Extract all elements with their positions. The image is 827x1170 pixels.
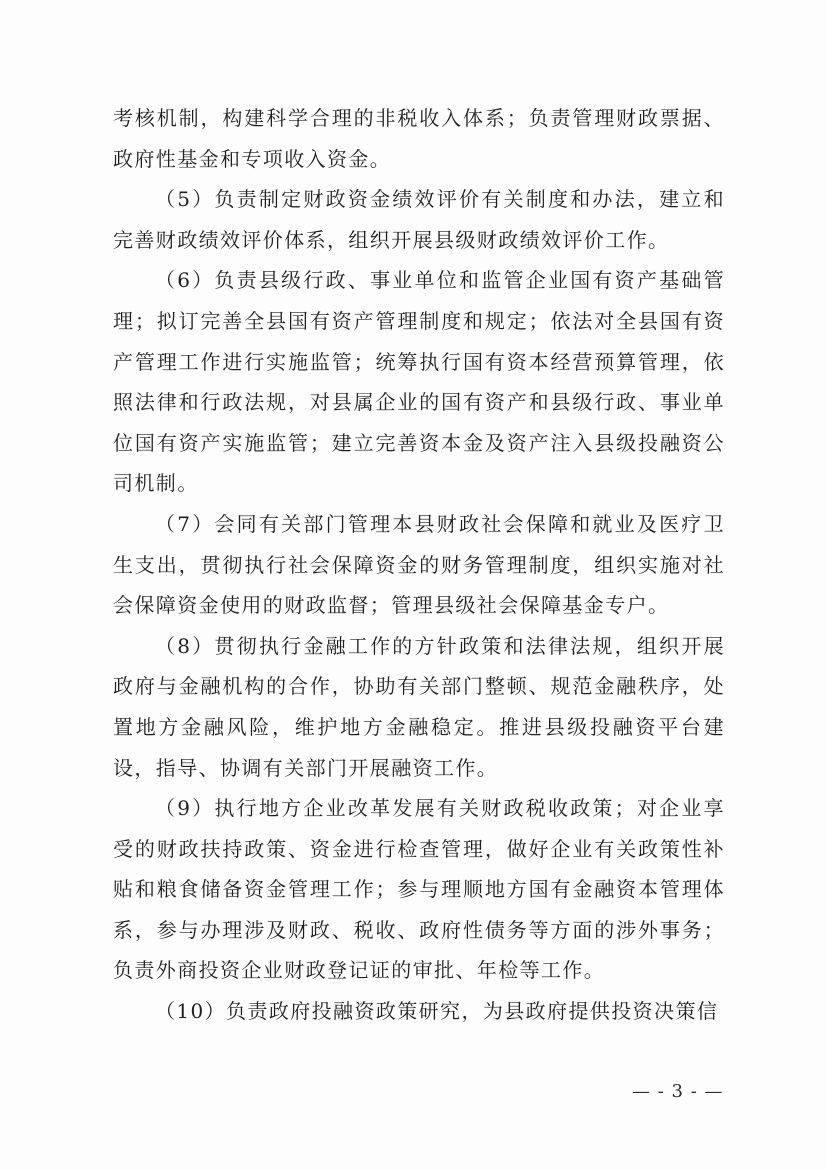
paragraph-6: （9）执行地方企业改革发展有关财政税收政策；对企业享受的财政扶持政策、资金进行检查管理，做好企业有关政策性补贴和粮食储备资金管理工作；参与理顺地方国有金融资本管理体系，参与办理涉及财政、税收、政府性债务等方面的涉外事务；负责外商投资企业财政登记证的审批、年检等工作。 <box>113 796 725 983</box>
page-number: — - 3 - — <box>632 1081 724 1102</box>
paragraph-1: 考核机制，构建科学合理的非税收入体系；负责管理财政票据、政府性基金和专项收入资金。 <box>113 106 725 171</box>
paragraph-2: （5）负责制定财政资金绩效评价有关制度和办法，建立和完善财政绩效评价体系，组织开展县级财政绩效评价工作。 <box>113 187 725 252</box>
paragraph-5: （8）贯彻执行金融工作的方针政策和法律法规，组织开展政府与金融机构的合作，协助有关部门整顿、规范金融秩序，处置地方金融风险，维护地方金融稳定。推进县级投融资平台建设，指导、协调有关部门开展融资工作。 <box>113 633 725 780</box>
paragraph-3: （6）负责县级行政、事业单位和监管企业国有资产基础管理；拟订完善全县国有资产管理制度和规定；依法对全县国有资产管理工作进行实施监管；统筹执行国有资本经营预算管理，依照法律和行政法规，对县属企业的国有资产和县级行政、事业单位国有资产实施监管；建立完善资本金及资产注入县级投融资公司机制。 <box>113 268 725 496</box>
paragraph-4: （7）会同有关部门管理本县财政社会保障和就业及医疗卫生支出，贯彻执行社会保障资金的财务管理制度，组织实施对社会保障资金使用的财政监督；管理县级社会保障基金专户。 <box>113 511 725 618</box>
paragraph-7: （10）负责政府投融资政策研究，为县政府提供投资决策信 <box>155 999 719 1024</box>
document-body <box>113 98 725 1032</box>
